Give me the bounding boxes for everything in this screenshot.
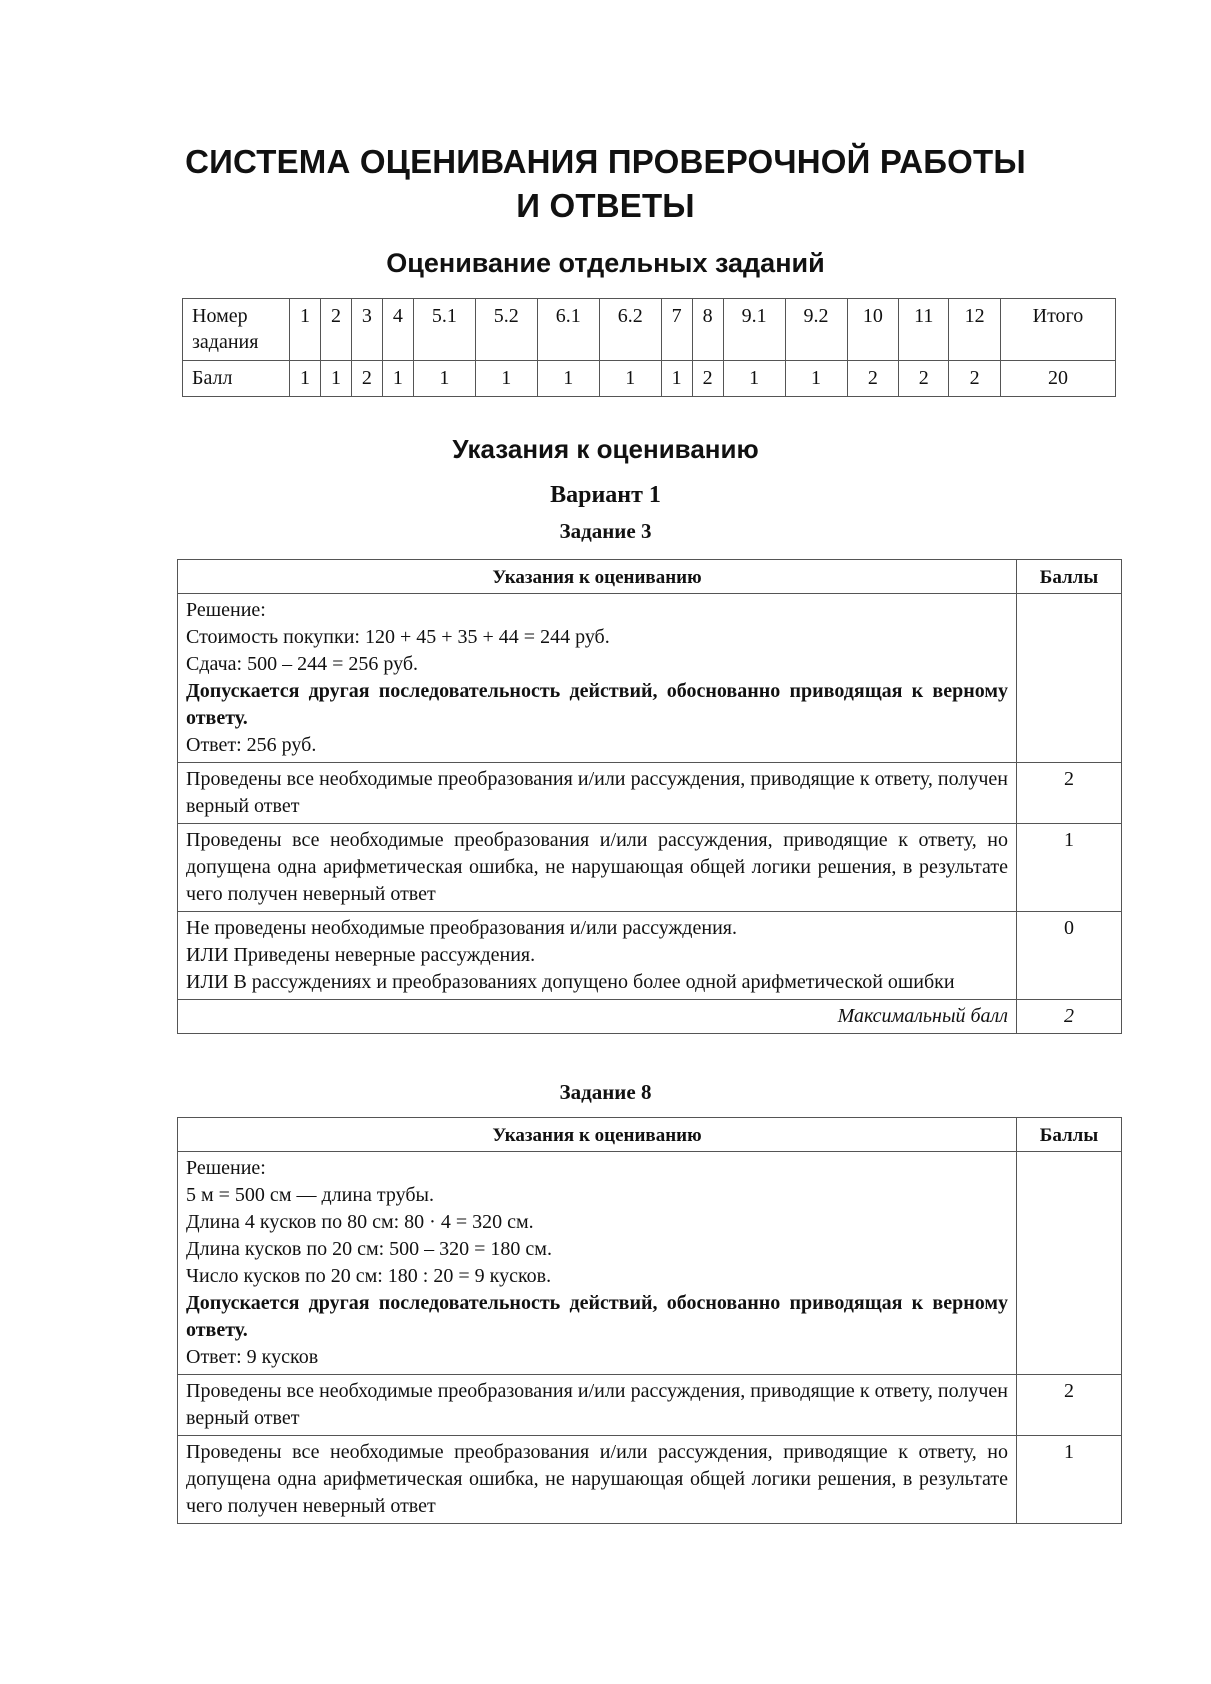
points-column-header: Баллы [1017, 1118, 1122, 1152]
criterion-text: Проведены все необходимые преобразования и/или рассуждения, приводящие к ответу, но допущена одна арифметическая ошибка, не нарушающая общей логики решения, в результате чего получен неверный ответ [178, 824, 1017, 912]
solution-row [178, 1152, 1122, 1375]
criterion-points: 2 [1017, 1375, 1122, 1436]
grading-header-row [178, 560, 1122, 594]
max-score-label: Максимальный балл [178, 1000, 1017, 1034]
page-title-line-2: И ОТВЕТЫ [516, 187, 695, 224]
solution-line: Длина кусков по 20 см: 500 – 320 = 180 см. [186, 1238, 552, 1260]
task-3-grading-table [177, 559, 1122, 1034]
criterion-points: 2 [1017, 763, 1122, 824]
score-cell: 2 [847, 361, 899, 397]
task-number-row-label: Номер задания [183, 299, 290, 361]
solution-line: Число кусков по 20 см: 180 : 20 = 9 кусков. [186, 1265, 552, 1287]
score-cell: 1 [723, 361, 785, 397]
task-8-heading: Задание 8 [559, 1080, 652, 1104]
criterion-text: Проведены все необходимые преобразования и/или рассуждения, приводящие к ответу, получен верный ответ [178, 1375, 1017, 1436]
score-cell: 1 [785, 361, 847, 397]
criterion-row [178, 1436, 1122, 1524]
criterion-points: 1 [1017, 824, 1122, 912]
criterion-text: Проведены все необходимые преобразования и/или рассуждения, приводящие к ответу, но допущена одна арифметическая ошибка, не нарушающая общей логики решения, в результате чего получен неверный ответ [178, 1436, 1017, 1524]
score-cell: 1 [475, 361, 537, 397]
task-number-cell: 8 [692, 299, 723, 361]
criterion-row [178, 1375, 1122, 1436]
solution-points-cell [1017, 1152, 1122, 1375]
solution-answer: Ответ: 256 руб. [186, 734, 317, 756]
score-cell: 1 [661, 361, 692, 397]
task-number-cell: 6.1 [537, 299, 599, 361]
score-cell: 1 [599, 361, 661, 397]
task-number-cell: 1 [290, 299, 321, 361]
criterion-row [178, 824, 1122, 912]
points-column-header: Баллы [1017, 560, 1122, 594]
solution-line: Решение: [186, 599, 266, 621]
score-cell: 1 [537, 361, 599, 397]
solution-cell [178, 594, 1017, 763]
score-cell: 2 [949, 361, 1001, 397]
score-row [183, 361, 1116, 397]
criterion-text: Не проведены необходимые преобразования и/или рассуждения. ИЛИ Приведены неверные рассуждения. ИЛИ В рассуждениях и преобразованиях допущено более одной арифметической ошибки [178, 912, 1017, 1000]
criterion-row [178, 763, 1122, 824]
solution-note: Допускается другая последовательность действий, обоснованно приводящая к верному ответу. [186, 680, 1008, 729]
score-cell: 1 [290, 361, 321, 397]
task-number-cell: 3 [351, 299, 382, 361]
criterion-text: Проведены все необходимые преобразования и/или рассуждения, приводящие к ответу, получен верный ответ [178, 763, 1017, 824]
criterion-points: 1 [1017, 1436, 1122, 1524]
solution-line: 5 м = 500 см — длина трубы. [186, 1184, 434, 1206]
total-header-cell: Итого [1000, 299, 1115, 361]
task-number-cell: 2 [320, 299, 351, 361]
criterion-row [178, 912, 1122, 1000]
task-number-cell: 7 [661, 299, 692, 361]
solution-row [178, 594, 1122, 763]
scores-section-heading: Оценивание отдельных заданий [386, 248, 825, 278]
solution-line: Стоимость покупки: 120 + 45 + 35 + 44 = 244 руб. [186, 626, 610, 648]
solution-line: Решение: [186, 1157, 266, 1179]
page-title [0, 140, 1211, 228]
task-number-cell: 10 [847, 299, 899, 361]
max-score-row [178, 1000, 1122, 1034]
task-number-cell: 11 [899, 299, 949, 361]
solution-line: Длина 4 кусков по 80 см: 80 · 4 = 320 см. [186, 1211, 534, 1233]
criterion-points: 0 [1017, 912, 1122, 1000]
solution-answer: Ответ: 9 кусков [186, 1346, 319, 1368]
task-number-cell: 12 [949, 299, 1001, 361]
score-cell: 1 [413, 361, 475, 397]
task-number-cell: 9.1 [723, 299, 785, 361]
solution-note: Допускается другая последовательность действий, обоснованно приводящая к верному ответу. [186, 1292, 1008, 1341]
criteria-column-header: Указания к оцениванию [178, 1118, 1017, 1152]
score-cell: 1 [320, 361, 351, 397]
score-cell: 2 [692, 361, 723, 397]
guide-heading: Указания к оцениванию [452, 434, 759, 464]
task-number-cell: 6.2 [599, 299, 661, 361]
score-cell: 2 [899, 361, 949, 397]
solution-line: Сдача: 500 – 244 = 256 руб. [186, 653, 419, 675]
task-number-cell: 5.2 [475, 299, 537, 361]
task-number-row [183, 299, 1116, 361]
max-score-value: 2 [1017, 1000, 1122, 1034]
task-8-grading-table [177, 1117, 1122, 1524]
score-cell: 2 [351, 361, 382, 397]
score-cell: 1 [382, 361, 413, 397]
task-number-cell: 4 [382, 299, 413, 361]
solution-cell [178, 1152, 1017, 1375]
task-number-cell: 9.2 [785, 299, 847, 361]
grading-header-row [178, 1118, 1122, 1152]
page-title-line-1: СИСТЕМА ОЦЕНИВАНИЯ ПРОВЕРОЧНОЙ РАБОТЫ [185, 143, 1026, 180]
task-3-heading: Задание 3 [559, 519, 652, 543]
variant-heading: Вариант 1 [550, 482, 661, 508]
total-score-cell: 20 [1000, 361, 1115, 397]
solution-points-cell [1017, 594, 1122, 763]
score-row-label: Балл [183, 361, 290, 397]
task-number-cell: 5.1 [413, 299, 475, 361]
task-scores-table [182, 298, 1116, 397]
criteria-column-header: Указания к оцениванию [178, 560, 1017, 594]
